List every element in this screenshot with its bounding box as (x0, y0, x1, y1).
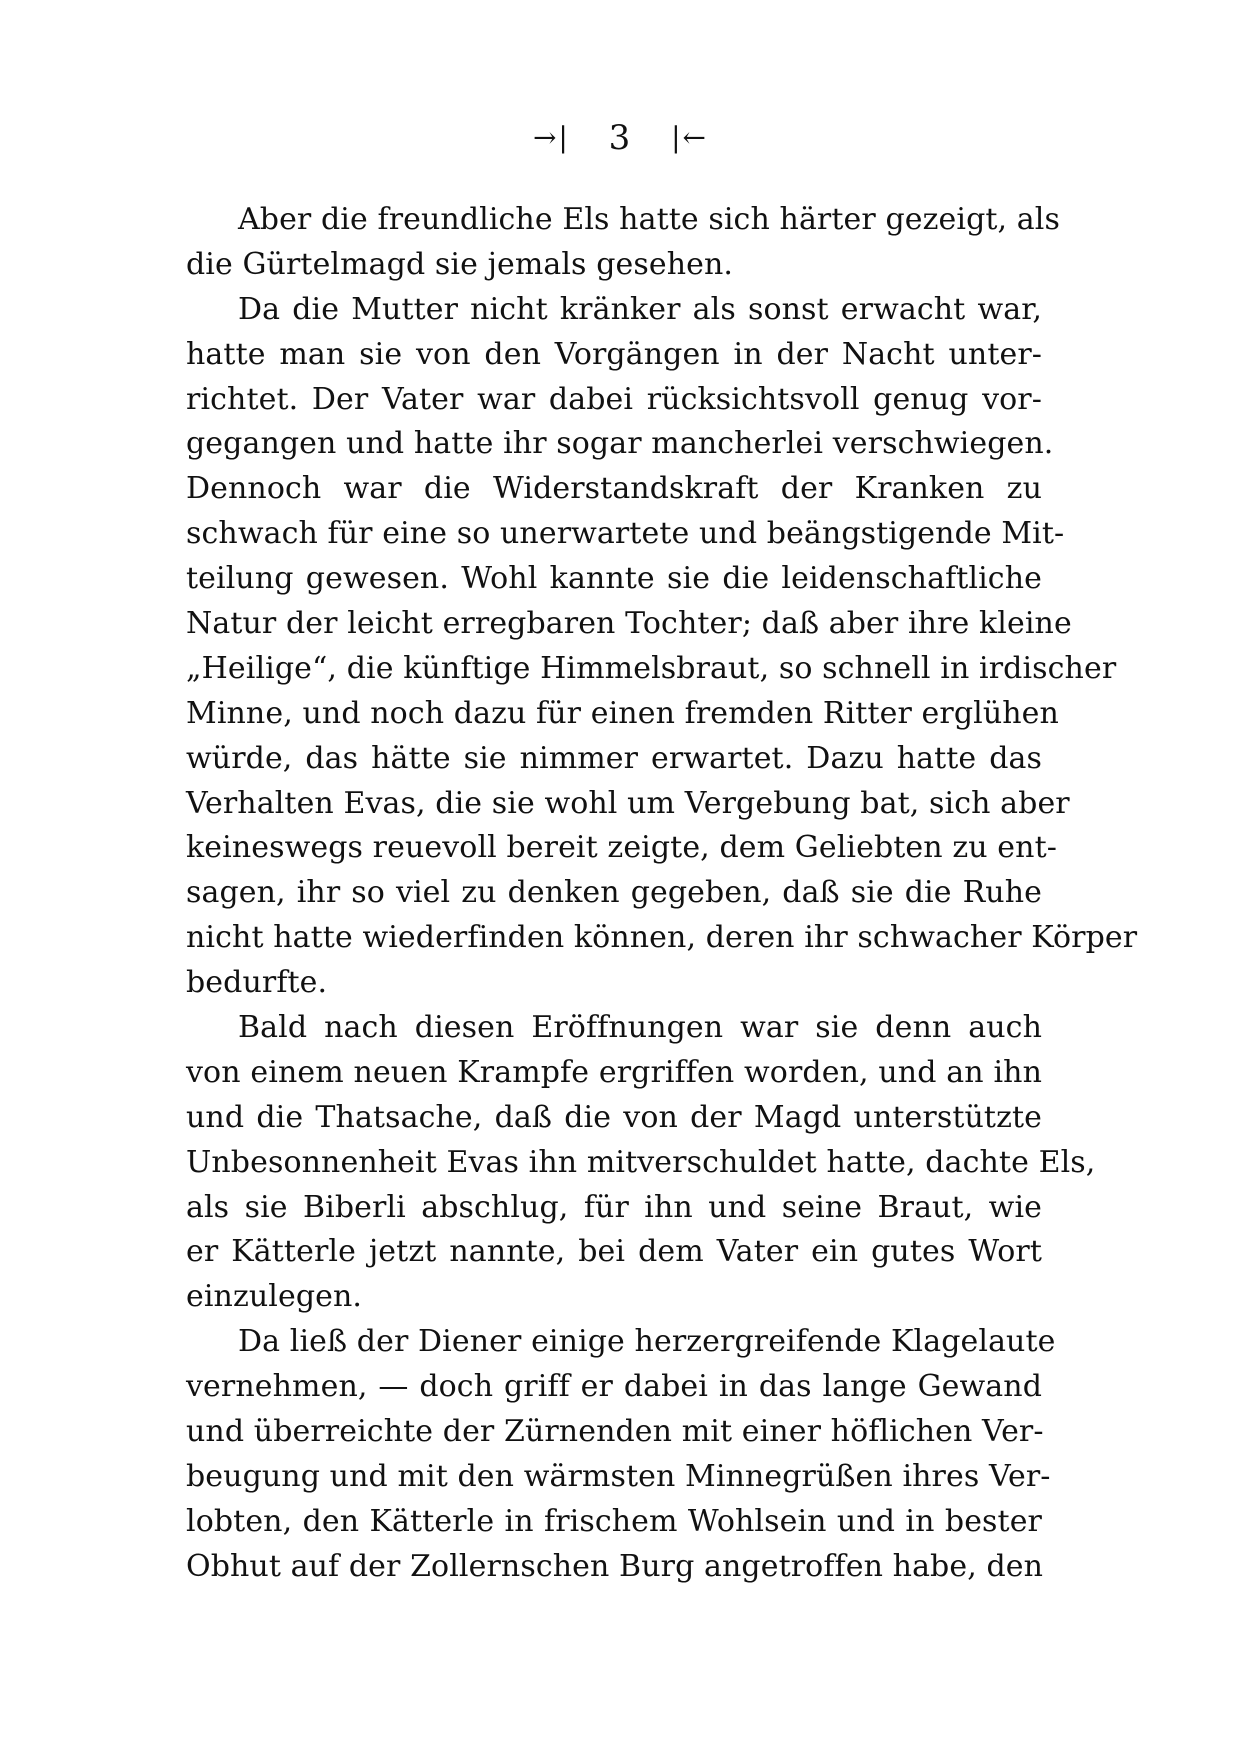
text-line: nicht hatte wiederfinden können, deren ihr schwacher Körper (186, 920, 1138, 956)
text-line: richtet. Der Vater war dabei rücksichtsvoll genug vor- (186, 381, 1042, 417)
text-line: „Heilige“, die künftige Himmelsbraut, so schnell in irdischer (186, 650, 1117, 686)
left-ornament: →| (532, 121, 570, 154)
text-line: Minne, und noch dazu für einen fremden Ritter erglühen (186, 695, 1059, 731)
text-line: würde, das hätte sie nimmer erwartet. Dazu hatte das (186, 740, 1042, 776)
body-text (186, 198, 1138, 1590)
text-line: hatte man sie von den Vorgängen in der Nacht unter- (186, 336, 1042, 372)
text-line: schwach für eine so unerwartete und beängstigende Mit- (186, 516, 1065, 552)
text-line: sagen, ihr so viel zu denken gegeben, daß sie die Ruhe (186, 875, 1042, 911)
text-line: vernehmen, — doch griff er dabei in das lange Gewand (186, 1369, 1042, 1405)
text-line: Dennoch war die Widerstandskraft der Kranken zu (186, 471, 1042, 507)
text-line: Unbesonnenheit Evas ihn mitverschuldet hatte, dachte Els, (186, 1144, 1096, 1180)
text-line: Da ließ der Diener einige herzergreifende Klagelaute (238, 1324, 1056, 1360)
text-line: Bald nach diesen Eröffnungen war sie denn auch (238, 1010, 1042, 1046)
text-line: lobten, den Kätterle in frischem Wohlsein und in bester (186, 1503, 1042, 1539)
text-line: und die Thatsache, daß die von der Magd unterstützte (186, 1099, 1042, 1135)
text-line: bedurfte. (186, 965, 328, 1001)
text-line: er Kätterle jetzt nannte, bei dem Vater ein gutes Wort (186, 1234, 1042, 1270)
right-ornament: |← (671, 121, 709, 154)
page-number: 3 (608, 118, 633, 158)
text-line: als sie Biberli abschlug, für ihn und seine Braut, wie (186, 1189, 1042, 1225)
text-line: einzulegen. (186, 1279, 363, 1315)
text-line: Aber die freundliche Els hatte sich härter gezeigt, als (238, 202, 1060, 237)
text-line: Da die Mutter nicht kränker als sonst erwacht war, (238, 291, 1042, 327)
text-line: von einem neuen Krampfe ergriffen worden, und an ihn (186, 1054, 1042, 1090)
text-line: keineswegs reuevoll bereit zeigte, dem Geliebten zu ent- (186, 830, 1057, 866)
text-line: die Gürtelmagd sie jemals gesehen. (186, 246, 734, 282)
page-header (0, 118, 1241, 158)
text-line: teilung gewesen. Wohl kannte sie die leidenschaftliche (186, 561, 1042, 597)
text-line: gegangen und hatte ihr sogar mancherlei verschwiegen. (186, 426, 1054, 462)
text-line: beugung und mit den wärmsten Minnegrüßen ihres Ver- (186, 1458, 1051, 1494)
text-line: Verhalten Evas, die sie wohl um Vergebung bat, sich aber (186, 785, 1070, 821)
text-line: Obhut auf der Zollernschen Burg angetroffen habe, den (186, 1548, 1044, 1584)
text-line: und überreichte der Zürnenden mit einer höflichen Ver- (186, 1414, 1044, 1450)
text-line: Natur der leicht erregbaren Tochter; daß aber ihre kleine (186, 606, 1072, 642)
